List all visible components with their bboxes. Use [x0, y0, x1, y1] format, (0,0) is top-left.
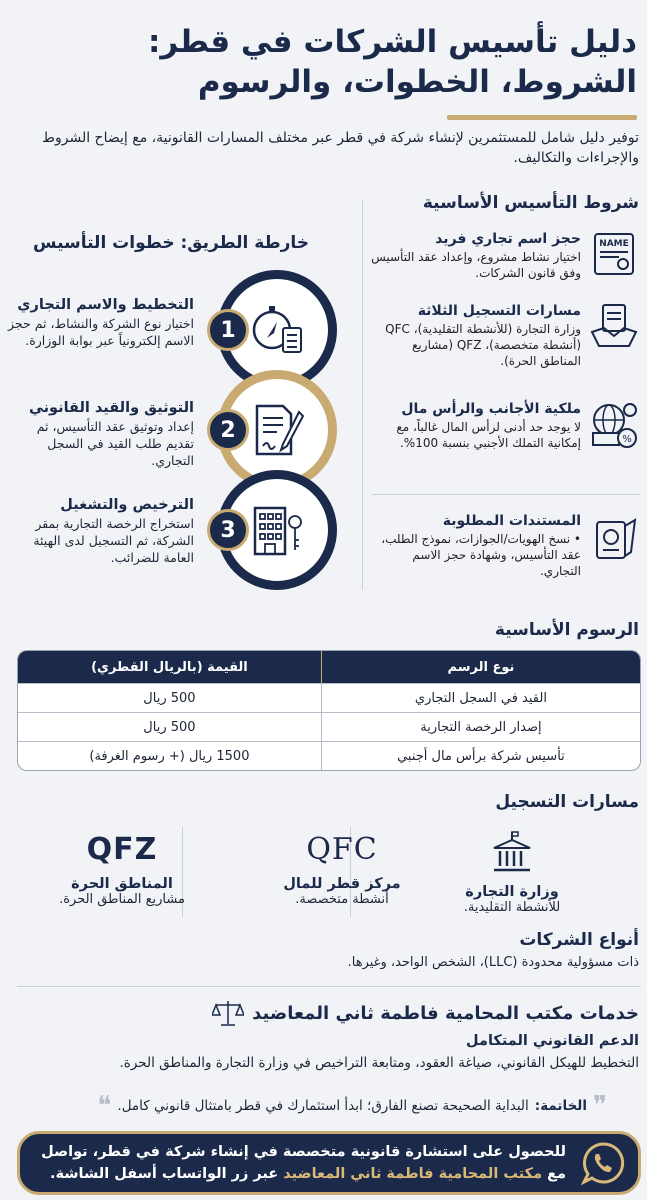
building-key-icon	[247, 500, 307, 560]
route-title: وزارة التجارة	[465, 884, 559, 900]
title-line-1: دليل تأسيس الشركات في قطر:	[147, 24, 637, 60]
fee-type: إصدار الرخصة التجارية	[321, 712, 640, 741]
document-pen-icon	[247, 400, 307, 460]
government-building-icon	[490, 830, 534, 874]
table-row	[18, 683, 640, 712]
requirements-heading: شروط التأسيس الأساسية	[422, 193, 639, 213]
step-3-number: 3	[207, 509, 249, 551]
passport-icon	[589, 512, 639, 562]
table-header-row	[18, 651, 640, 683]
column-header: نوع الرسم	[321, 651, 640, 683]
route-text: أنشطة متخصصة.	[295, 892, 389, 907]
routes-heading: مسارات التسجيل	[495, 792, 639, 812]
services-heading-row	[212, 998, 639, 1028]
whatsapp-icon[interactable]	[580, 1140, 626, 1186]
requirement-item	[369, 230, 639, 281]
requirement-title: مسارات التسجيل الثلاثة	[417, 303, 581, 319]
route-text: مشاريع المناطق الحرة.	[59, 892, 185, 907]
cta-text: عبر زر الواتساب أسفل الشاشة.	[49, 1166, 279, 1182]
page-title	[37, 22, 637, 102]
globe-money-icon	[589, 400, 639, 450]
step-title: التوثيق والقيد القانوني	[28, 400, 194, 416]
requirement-text: • نسخ الهويات/الجوازات، نموذج الطلب، عقد التأسيس، وشهادة حجز الاسم التجاري.	[381, 532, 581, 578]
step-title: الترخيص والتشغيل	[60, 497, 194, 513]
fees-heading: الرسوم الأساسية	[494, 620, 639, 640]
requirement-text: اختيار نشاط مشروع، وإعداد عقد التأسيس وفق قانون الشركات.	[371, 250, 581, 280]
conclusion-text: البداية الصحيحة تصنع الفارق؛ ابدأ استثمارك في قطر بامتثال قانوني كامل.	[117, 1098, 529, 1114]
step-1-number: 1	[207, 309, 249, 351]
quote-open-icon: ❞	[593, 1091, 607, 1121]
services-heading: خدمات مكتب المحامية فاطمة ثاني المعاضيد	[252, 1002, 639, 1024]
requirement-item	[369, 302, 639, 369]
requirement-text: لا يوجد حد أدنى لرأس المال غالباً، مع إمكانية التملك الأجنبي بنسبة 100%.	[396, 420, 581, 450]
title-underline	[447, 115, 637, 120]
scales-of-justice-icon	[212, 998, 244, 1028]
requirement-title: المستندات المطلوبة	[442, 513, 581, 529]
fee-value: 500 ريال	[18, 683, 321, 712]
cta-office-name: مكتب المحامية فاطمة ثاني المعاضيد	[283, 1166, 543, 1182]
roadmap-step	[8, 495, 194, 566]
step-text: استخراج الرخصة التجارية بمقر الشركة، ثم التسجيل لدى الهيئة العامة للضرائب.	[33, 516, 194, 565]
cta-text: مع	[547, 1166, 566, 1182]
step-2-number: 2	[207, 409, 249, 451]
fee-type: تأسيس شركة برأس مال أجنبي	[321, 741, 640, 770]
compass-checklist-icon	[247, 300, 307, 360]
fees-table	[17, 650, 641, 771]
route-text: للأنشطة التقليدية.	[463, 900, 561, 915]
column-divider	[362, 200, 363, 590]
cta-line-1: للحصول على استشارة قانونية متخصصة في إنشاء شركة في قطر، تواصل	[41, 1144, 566, 1160]
quote-close-icon: ❝	[97, 1091, 112, 1121]
requirement-title: ملكية الأجانب والرأس مال	[401, 401, 581, 417]
qfz-logo: QFZ	[86, 832, 158, 867]
intro-text: توفير دليل شامل للمستثمرين لإنشاء شركة في قطر عبر مختلف المسارات القانونية، مع إيضاح الشروط والإجراءات والتكاليف.	[42, 130, 639, 166]
section-divider	[17, 986, 641, 987]
cta-line-2	[41, 1163, 566, 1185]
step-title: التخطيط والاسم التجاري	[17, 297, 194, 313]
step-text: اختيار نوع الشركة والنشاط، ثم حجز الاسم إلكترونياً عبر بوابة الوزارة.	[8, 316, 194, 348]
services-subheading: الدعم القانوني المتكامل	[466, 1033, 639, 1049]
requirement-item	[369, 512, 639, 579]
route-title: مركز قطر للمال	[283, 876, 401, 892]
fee-value: 1500 ريال (+ رسوم الغرفة)	[18, 741, 321, 770]
table-row	[18, 712, 640, 741]
handshake-document-icon	[589, 302, 639, 352]
conclusion	[97, 1091, 607, 1121]
table-row	[18, 741, 640, 770]
whatsapp-cta-banner[interactable]	[17, 1131, 641, 1195]
route-title: المناطق الحرة	[71, 876, 173, 892]
requirement-text: وزارة التجارة (للأنشطة التقليدية)، QFC (أنشطة متخصصة)، QFZ (مشاريع المناطق الحرة).	[385, 322, 581, 368]
conclusion-label: الخاتمة:	[534, 1098, 587, 1114]
column-header: القيمة (بالريال القطري)	[18, 651, 321, 683]
roadmap-heading: خارطة الطريق: خطوات التأسيس	[33, 233, 309, 253]
requirement-item	[369, 400, 639, 451]
svg-text:%: %	[622, 434, 632, 445]
step-text: إعداد وتوثيق عقد التأسيس، ثم تقديم طلب القيد في السجل التجاري.	[36, 419, 194, 468]
route-qfz	[42, 830, 202, 907]
qfc-logo: QFC	[306, 832, 378, 867]
fee-value: 500 ريال	[18, 712, 321, 741]
fee-type: القيد في السجل التجاري	[321, 683, 640, 712]
route-ministry	[432, 830, 592, 915]
company-types-text: ذات مسؤولية محدودة (LLC)، الشخص الواحد، وغيرها.	[347, 955, 639, 970]
requirement-title: حجز اسم تجاري فريد	[435, 231, 581, 247]
services-text: التخطيط للهيكل القانوني، صياغة العقود، ومتابعة التراخيص في وزارة التجارة والمناطق الحرة.	[119, 1055, 639, 1071]
title-line-2: الشروط، الخطوات، والرسوم	[197, 64, 637, 100]
roadmap-step	[8, 398, 194, 469]
section-divider	[372, 494, 640, 495]
route-qfc	[262, 830, 422, 907]
company-types-heading: أنواع الشركات	[519, 930, 639, 950]
svg-text:NAME: NAME	[599, 239, 629, 249]
name-certificate-icon	[589, 230, 639, 280]
roadmap-step	[8, 295, 194, 349]
